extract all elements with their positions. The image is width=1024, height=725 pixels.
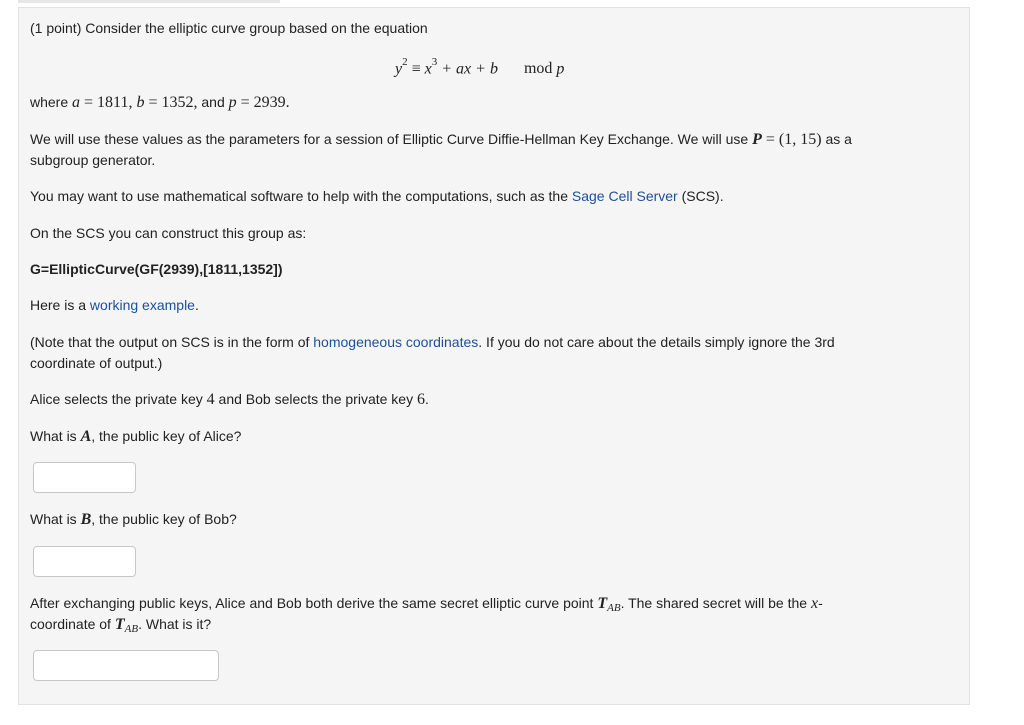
private-keys-line: Alice selects the private key 4 and Bob selects the private key 6.	[30, 391, 429, 408]
curve-equation: $y^2 \equiv x^3$ + ax + b mod p	[395, 56, 565, 78]
answer-input-shared-secret[interactable]	[33, 650, 219, 681]
sage-cell-server-link[interactable]: Sage Cell Server	[571, 188, 678, 204]
software-line: You may want to use mathematical software to help with the computations, such as the Sage Cell Server (SCS).	[30, 188, 724, 204]
problem-intro: (1 point) Consider the elliptic curve group based on the equation	[30, 20, 428, 36]
tab-underline	[18, 0, 280, 3]
answer-input-bob[interactable]	[33, 546, 136, 577]
parameters-line: where a = 1811, b = 1352, and p = 2939.	[30, 94, 290, 111]
question-shared-line-1: After exchanging public keys, Alice and Bob both derive the same secret elliptic curve point $T_{AB}$. The shared secret will be the x-	[30, 595, 823, 614]
homogeneous-coordinates-link[interactable]: homogeneous coordinates	[313, 334, 479, 350]
session-line-2: subgroup generator.	[30, 152, 156, 168]
session-line-1: We will use these values as the parameters for a session of Elliptic Curve Diffie-Hellman Key Exchange. We will use P = (1, 15) as a	[30, 131, 852, 148]
note-line-2: coordinate of output.)	[30, 355, 163, 371]
code-line: G=EllipticCurve(GF(2939),[1811,1352])	[30, 261, 283, 277]
working-example-link[interactable]: working example	[89, 297, 195, 313]
answer-input-alice[interactable]	[33, 462, 136, 493]
example-line: Here is a working example.	[30, 297, 199, 313]
construct-line: On the SCS you can construct this group as:	[30, 225, 307, 241]
question-shared-line-2: coordinate of $T_{AB}$. What is it?	[30, 616, 212, 635]
note-line-1: (Note that the output on SCS is in the form of homogeneous coordinates. If you do not care about the details simply ignore the 3rd	[30, 334, 835, 350]
question-alice: What is A, the public key of Alice?	[30, 428, 242, 445]
question-bob: What is B, the public key of Bob?	[30, 511, 237, 528]
problem-panel	[18, 7, 970, 705]
